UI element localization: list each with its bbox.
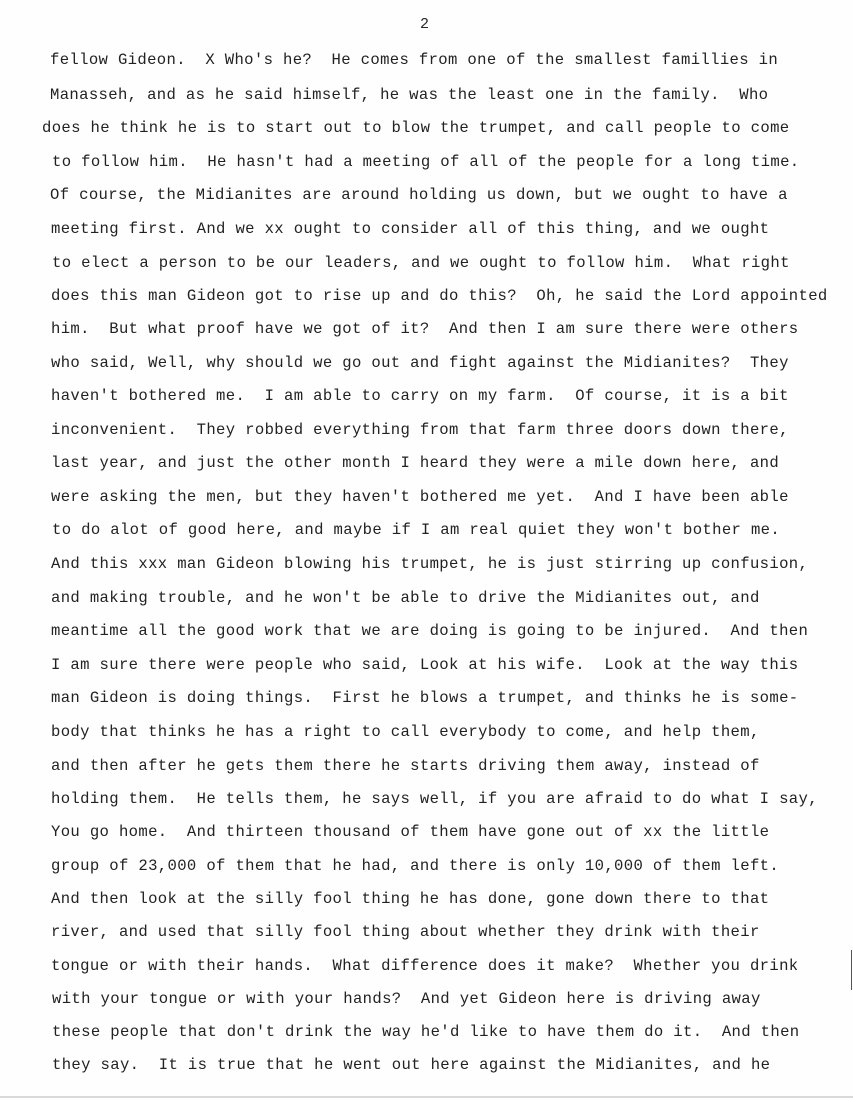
text-line: they say. It is true that he went out here against the Midianites, and he bbox=[52, 1056, 771, 1074]
text-line: who said, Well, why should we go out and fight against the Midianites? They bbox=[51, 354, 789, 372]
text-line: were asking the men, but they haven't bothered me yet. And I have been able bbox=[51, 488, 789, 506]
text-line: does this man Gideon got to rise up and do this? Oh, he said the Lord appointed bbox=[51, 287, 828, 305]
text-line: And this xxx man Gideon blowing his trumpet, he is just stirring up confusion, bbox=[51, 555, 809, 573]
text-line: meeting first. And we xx ought to consider all of this thing, and we ought bbox=[51, 220, 770, 238]
text-line: and making trouble, and he won't be able to drive the Midianites out, and bbox=[51, 589, 760, 607]
scan-edge-mark bbox=[851, 950, 852, 990]
text-line: fellow Gideon. X Who's he? He comes from one of the smallest famillies in bbox=[50, 51, 779, 69]
text-line: I am sure there were people who said, Look at his wife. Look at the way this bbox=[51, 656, 799, 674]
text-line: man Gideon is doing things. First he blows a trumpet, and thinks he is some- bbox=[51, 689, 799, 707]
text-line: river, and used that silly fool thing about whether they drink with their bbox=[51, 923, 760, 941]
text-line: to follow him. He hasn't had a meeting of all of the people for a long time. bbox=[52, 153, 800, 171]
text-line: these people that don't drink the way he'd like to have them do it. And then bbox=[52, 1023, 800, 1041]
text-line: does he think he is to start out to blow the trumpet, and call people to come bbox=[42, 119, 790, 137]
text-line: You go home. And thirteen thousand of them have gone out of xx the little bbox=[51, 823, 770, 841]
text-line: him. But what proof have we got of it? And then I am sure there were others bbox=[51, 320, 799, 338]
text-line: last year, and just the other month I heard they were a mile down here, and bbox=[51, 454, 780, 472]
text-line: inconvenient. They robbed everything from that farm three doors down there, bbox=[51, 421, 789, 439]
text-line: holding them. He tells them, he says well, if you are afraid to do what I say, bbox=[51, 790, 818, 808]
text-line: and then after he gets them there he starts driving them away, instead of bbox=[51, 757, 760, 775]
page-bottom-edge bbox=[0, 1096, 853, 1098]
text-line: Of course, the Midianites are around holding us down, but we ought to have a bbox=[50, 186, 788, 204]
page-number: 2 bbox=[420, 16, 430, 33]
text-line: tongue or with their hands. What difference does it make? Whether you drink bbox=[51, 957, 799, 975]
text-line: And then look at the silly fool thing he has done, gone down there to that bbox=[51, 890, 770, 908]
text-line: haven't bothered me. I am able to carry on my farm. Of course, it is a bit bbox=[51, 387, 789, 405]
text-line: to elect a person to be our leaders, and we ought to follow him. What right bbox=[52, 254, 790, 272]
text-line: body that thinks he has a right to call everybody to come, and help them, bbox=[51, 723, 760, 741]
text-line: group of 23,000 of them that he had, and there is only 10,000 of them left. bbox=[51, 857, 780, 875]
text-line: with your tongue or with your hands? And yet Gideon here is driving away bbox=[52, 990, 761, 1008]
text-line: to do alot of good here, and maybe if I am real quiet they won't bother me. bbox=[52, 521, 781, 539]
text-line: meantime all the good work that we are doing is going to be injured. And then bbox=[51, 622, 809, 640]
text-line: Manasseh, and as he said himself, he was the least one in the family. Who bbox=[50, 86, 769, 104]
